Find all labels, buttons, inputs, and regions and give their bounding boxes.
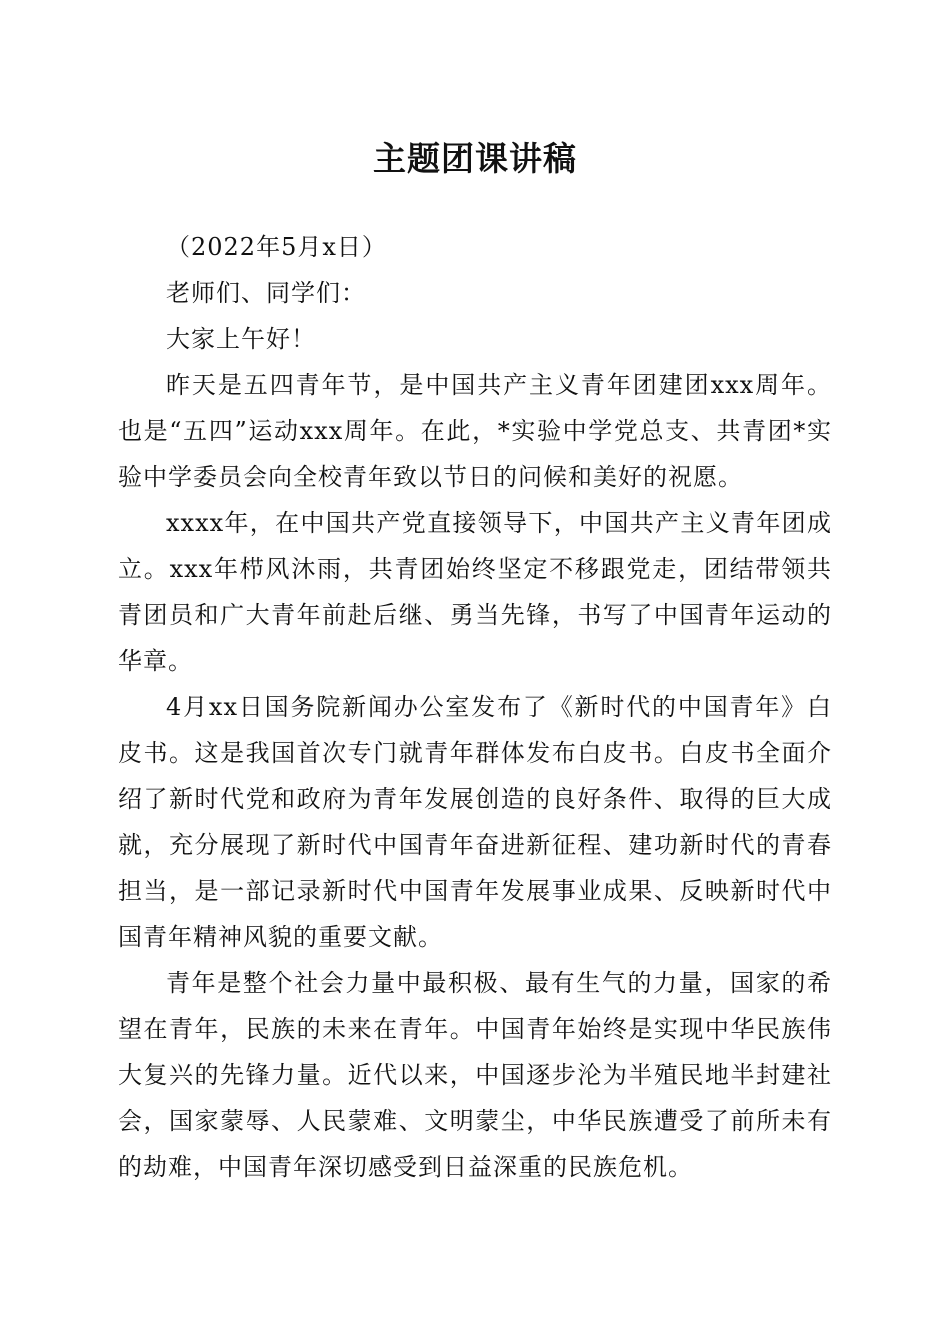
date-line: （2022年5月x日） bbox=[166, 233, 387, 261]
document-title: 主题团课讲稿 bbox=[373, 139, 577, 178]
paragraph-3: 4月xx日国务院新闻办公室发布了《新时代的中国青年》白皮书。这是我国首次专门就青年群体发布白皮书。白皮书全面介绍了新时代党和政府为青年发展创造的良好条件、取得的巨大成就，充分展现了新时代中国青年奋进新征程、建功新时代的青春担当，是一部记录新时代中国青年发展事业成果、反映新时代中国青年精神风貌的重要文献。 bbox=[118, 693, 832, 951]
paragraph-4: 青年是整个社会力量中最积极、最有生气的力量，国家的希望在青年，民族的未来在青年。中国青年始终是实现中华民族伟大复兴的先锋力量。近代以来，中国逐步沦为半殖民地半封建社会，国家蒙辱、人民蒙难、文明蒙尘，中华民族遭受了前所未有的劫难，中国青年深切感受到日益深重的民族危机。 bbox=[118, 969, 832, 1181]
salutation: 老师们、同学们： bbox=[166, 279, 366, 307]
document-body bbox=[118, 224, 832, 1190]
greeting: 大家上午好！ bbox=[166, 325, 316, 353]
paragraph-1: 昨天是五四青年节，是中国共产主义青年团建团xxx周年。也是“五四”运动xxx周年。在此，*实验中学党总支、共青团*实验中学委员会向全校青年致以节日的问候和美好的祝愿。 bbox=[118, 371, 832, 491]
paragraph-2: xxxx年，在中国共产党直接领导下，中国共产主义青年团成立。xxx年栉风沐雨，共青团始终坚定不移跟党走，团结带领共青团员和广大青年前赴后继、勇当先锋，书写了中国青年运动的华章。 bbox=[118, 509, 832, 675]
